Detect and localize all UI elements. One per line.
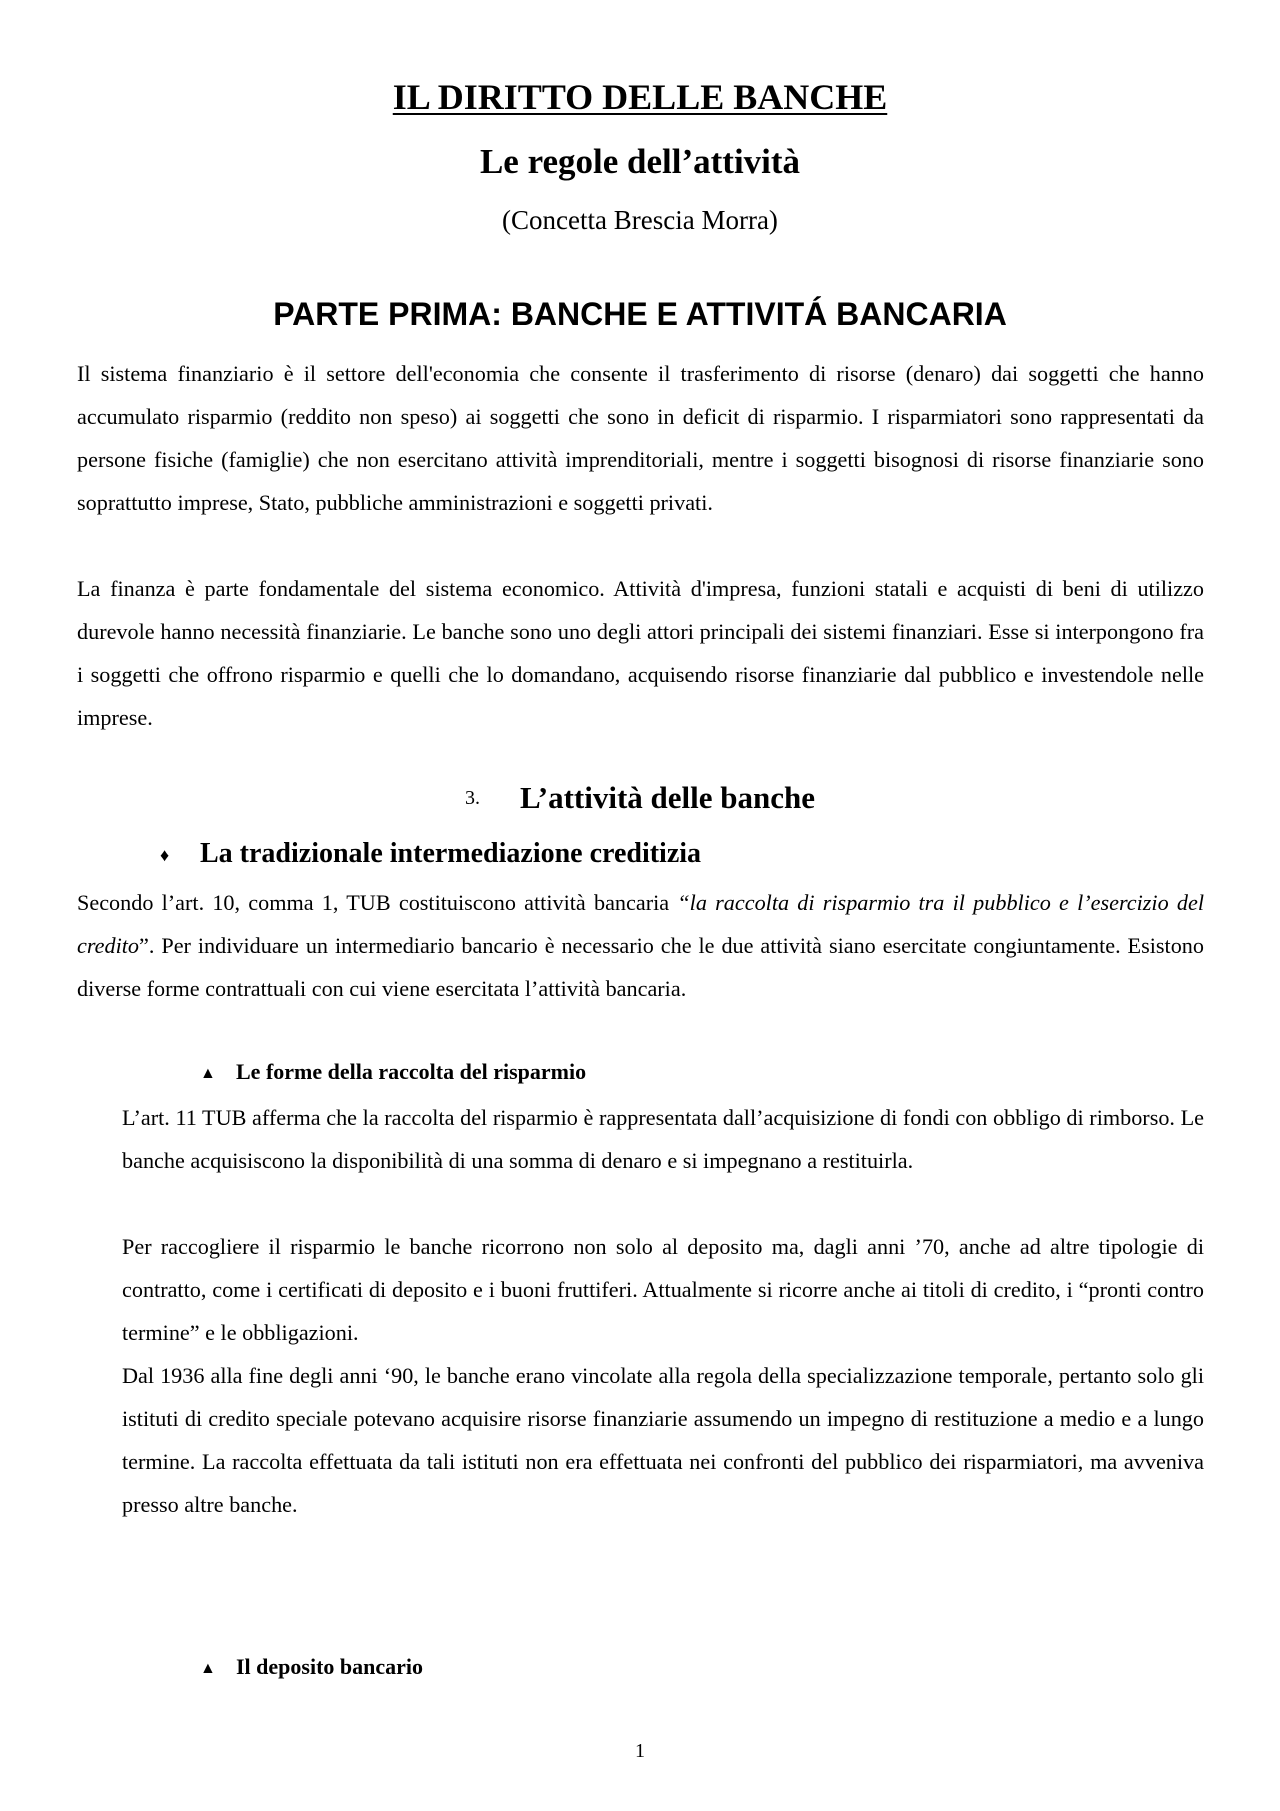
subsection-title: La tradizionale intermediazione creditizia <box>200 838 702 869</box>
subsection-title: Il deposito bancario <box>236 1654 424 1679</box>
section-title: L’attività delle banche <box>519 780 816 815</box>
raccolta-paragraph-3: Dal 1936 alla fine degli anni ‘90, le banche erano vincolate alla regola della specializzazione temporale, pertanto solo gli istituti di credito speciale potevano acquisire risorse finanziarie assumendo un impegno di restituzione a medio e a lungo termine. La raccolta effettuata da tali istituti non era effettuata nei confronti del pubblico dei risparmiatori, ma avveniva presso altre banche. <box>122 1363 1204 1517</box>
subsection-heading-raccolta <box>200 1059 586 1085</box>
subsection-title: Le forme della raccolta del risparmio <box>236 1059 587 1084</box>
page-number: 1 <box>635 1740 645 1762</box>
document-author: (Concetta Brescia Morra) <box>502 205 778 235</box>
intermediazione-paragraph <box>77 881 1204 1010</box>
diamond-bullet-icon: ♦ <box>160 845 170 866</box>
raccolta-paragraph-1: L’art. 11 TUB afferma che la raccolta del risparmio è rappresentata dall’acquisizione di fondi con obbligo di rimborso. Le banche acquisiscono la disponibilità di una somma di denaro e si impegnano a restituirla. <box>122 1105 1204 1173</box>
legal-quote: “la raccolta di risparmio tra il pubblico e l’esercizio del credito <box>77 890 1204 958</box>
subsection-heading-intermediazione <box>160 838 701 870</box>
subsection-heading-deposito <box>200 1654 423 1680</box>
raccolta-paragraph-2: Per raccogliere il risparmio le banche ricorrono non solo al deposito ma, dagli anni ’70, anche ad altre tipologie di contratto, come i certificati di deposito e i buoni fruttiferi. Attualmente si ricorre anche ai titoli di credito, i “pronti contro termine” e le obbligazioni. <box>122 1234 1204 1345</box>
section-heading <box>0 780 1280 816</box>
intro-paragraph-1: Il sistema finanziario è il settore dell'economia che consente il trasferimento di risorse (denaro) dai soggetti che hanno accumulato risparmio (reddito non speso) ai soggetti che sono in deficit di risparmio. I risparmiatori sono rappresentati da persone fisiche (famiglie) che non esercitano attività imprenditoriali, mentre i soggetti bisognosi di risorse finanziarie sono soprattutto imprese, Stato, pubbliche amministrazioni e soggetti privati. <box>77 361 1204 515</box>
triangle-bullet-icon: ▲ <box>200 1660 216 1677</box>
document-title: IL DIRITTO DELLE BANCHE <box>392 77 888 117</box>
triangle-bullet-icon: ▲ <box>200 1065 216 1082</box>
section-number: 3. <box>464 786 480 809</box>
part-title: PARTE PRIMA: BANCHE E ATTIVITÁ BANCARIA <box>273 296 1007 332</box>
paragraph-text: Secondo l’art. 10, comma 1, TUB costituiscono attività bancaria <box>77 890 678 915</box>
document-subtitle: Le regole dell’attività <box>479 142 801 181</box>
paragraph-text: ”. Per individuare un intermediario bancario è necessario che le due attività siano esercitate congiuntamente. Esistono diverse forme contrattuali con cui viene esercitata l’attività bancaria. <box>77 933 1204 1001</box>
intro-paragraph-2: La finanza è parte fondamentale del sistema economico. Attività d'impresa, funzioni statali e acquisti di beni di utilizzo durevole hanno necessità finanziarie. Le banche sono uno degli attori principali dei sistemi finanziari. Esse si interpongono fra i soggetti che offrono risparmio e quelli che lo domandano, acquisendo risorse finanziarie dal pubblico e investendole nelle imprese. <box>77 576 1204 730</box>
